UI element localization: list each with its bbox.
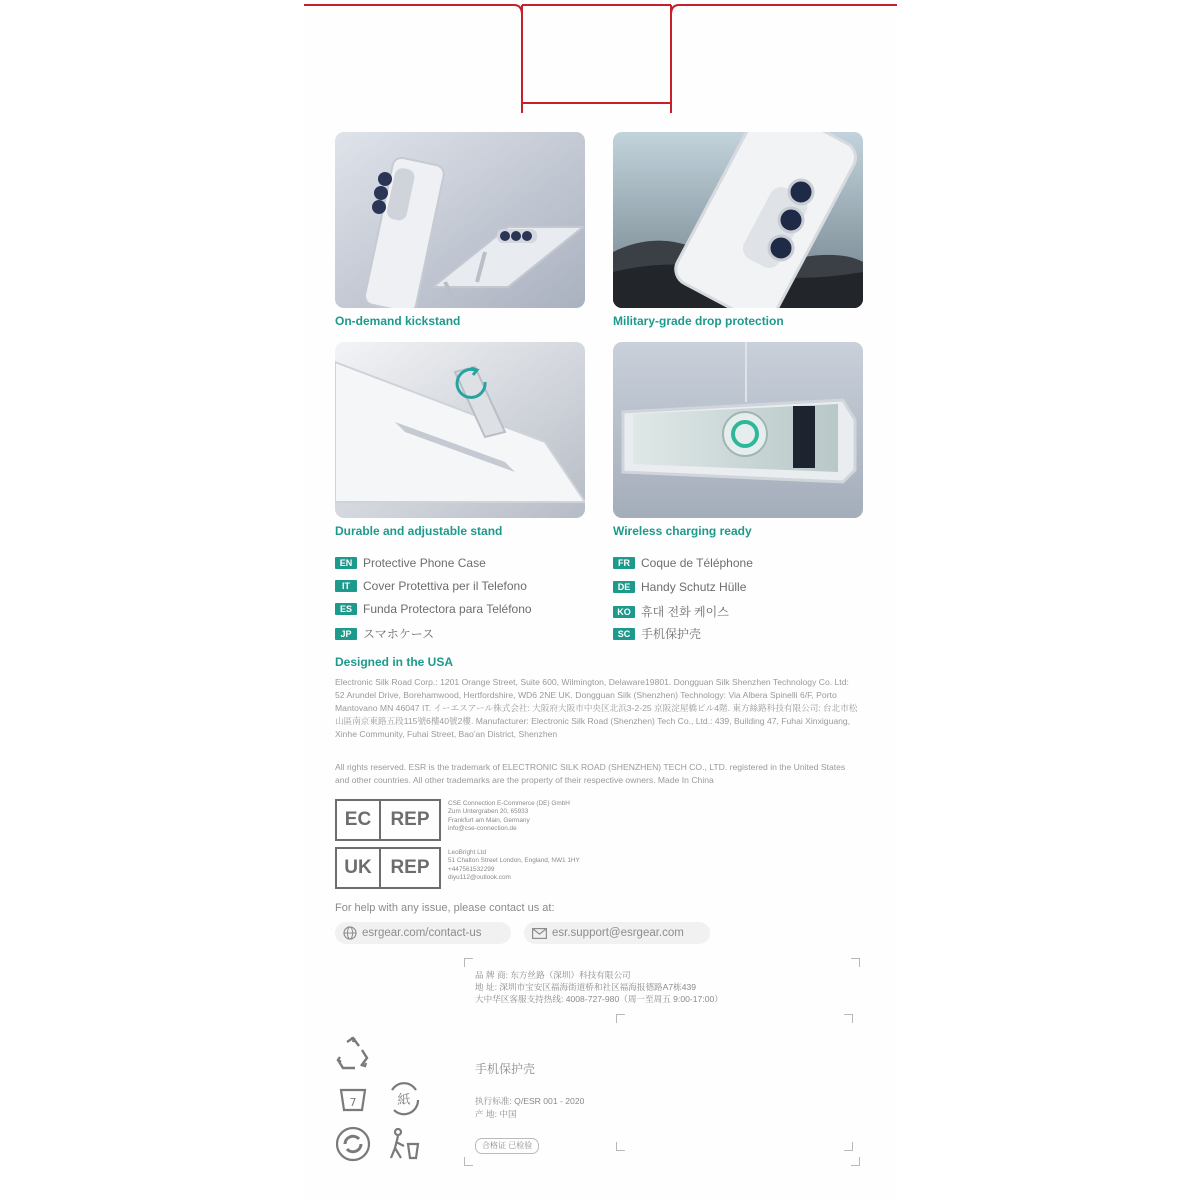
language-text: Handy Schutz Hülle <box>641 580 747 594</box>
language-text: 휴대 전화 케이스 <box>641 605 729 619</box>
crop-mark <box>851 958 860 967</box>
globe-icon <box>343 926 357 940</box>
language-code-badge: JP <box>335 628 357 640</box>
packaging-back-panel <box>304 0 897 1200</box>
crop-mark <box>851 1157 860 1166</box>
uk-rep-address: LeoBright Ltd 51 Chalton Street London, England, NW1 1HY +447561532299 diyu112@outlook.com <box>448 849 580 882</box>
feature-caption: On-demand kickstand <box>335 314 461 328</box>
language-code-badge: DE <box>613 581 635 593</box>
feature-image-drop-protection <box>613 132 863 308</box>
language-item <box>613 625 701 642</box>
language-text: Cover Protettiva per il Telefono <box>363 579 527 593</box>
language-text: スマホケース <box>363 627 435 641</box>
feature-caption: Military-grade drop protection <box>613 314 784 328</box>
green-dot-icon <box>335 1126 371 1167</box>
language-item <box>335 625 434 642</box>
website-link[interactable]: esrgear.com/contact-us <box>362 927 482 939</box>
cn-product-name: 手机保护壳 <box>475 1062 536 1076</box>
language-item <box>613 603 729 620</box>
language-text: Protective Phone Case <box>363 556 486 570</box>
language-code-badge: FR <box>613 557 635 569</box>
language-text: 手机保护壳 <box>641 627 702 641</box>
recycle-icon <box>335 1036 371 1075</box>
email-link[interactable]: esr.support@esrgear.com <box>552 927 684 939</box>
language-code-badge: SC <box>613 628 635 640</box>
mail-icon <box>532 928 547 939</box>
cn-hotline-line: 大中华区客服支持热线: 4008-727-980（周一至周五 9:00-17:00） <box>475 994 723 1004</box>
dieline-graphic <box>304 0 897 115</box>
address-text: Electronic Silk Road Corp.: 1201 Orange Street, Suite 600, Wilmington, Delaware19801. Dongguan Silk Shenzhen Technology Co. Ltd: 52 Arundel Drive, Borehamwood, Hertfordshire, WD6 2NE UK. Dongguan Silk (Shenzhen) Technology: Via Albera Spinelli 6/F, Porto Mantovano MN 46047 IT. イーエスアール株式会社: 大阪府大阪市中央区北浜3-2-25 京阪淀屋橋ビル4階. 東方絲路科技有限公司: 台北市松山區南京東路五段115號6樓40號2樓. Manufacturer: Electronic Silk Road (Shenzhen) Tech Co., Ltd.: 439, Building 47, Fuhai Xinxiguang, Xinhe Community, Fuhai Street, Bao'an District, Shenzhen <box>335 677 858 739</box>
svg-text:7: 7 <box>349 1096 357 1109</box>
cn-brand-line: 品 牌 商: 东方丝路（深圳）科技有限公司 <box>475 970 631 980</box>
cn-origin: 产 地: 中国 <box>475 1109 517 1119</box>
tidyman-icon <box>384 1126 424 1167</box>
crop-mark <box>464 958 473 967</box>
feature-image-kickstand <box>335 132 585 308</box>
qualified-tag: 合格证 已检验 <box>475 1138 539 1154</box>
crop-mark <box>464 1157 473 1166</box>
language-item <box>613 580 746 594</box>
language-code-badge: IT <box>335 580 357 592</box>
uk-rep-box <box>335 847 441 889</box>
language-item <box>335 602 532 616</box>
language-text: Funda Protectora para Teléfono <box>363 602 532 616</box>
cn-address-line: 地 址: 深圳市宝安区福海街道桥和社区福海报德路A7栋439 <box>475 982 697 992</box>
feature-image-wireless-charging <box>613 342 863 518</box>
language-item <box>335 579 527 593</box>
crop-mark <box>616 1142 625 1151</box>
rights-text: All rights reserved. ESR is the trademark of ELECTRONIC SILK ROAD (SHENZHEN) TECH CO., LTD. registered in the United States and other countries. All other trademarks are the property of their respective owners. Made In China <box>335 762 846 785</box>
ec-rep-left: EC <box>344 809 372 830</box>
cn-standard: 执行标准: Q/ESR 001 - 2020 <box>475 1096 585 1106</box>
contact-prompt: For help with any issue, please contact us at: <box>335 902 555 914</box>
uk-rep-left: UK <box>344 857 372 878</box>
feature-image-adjustable-stand <box>335 342 585 518</box>
svg-text:紙: 紙 <box>397 1093 411 1108</box>
feature-caption: Wireless charging ready <box>613 524 752 538</box>
crop-mark <box>616 1014 625 1023</box>
designed-heading: Designed in the USA <box>335 655 454 669</box>
email-pill[interactable] <box>524 922 710 944</box>
uk-rep-right: REP <box>379 849 439 887</box>
feature-caption: Durable and adjustable stand <box>335 524 503 538</box>
crop-mark <box>844 1014 853 1023</box>
website-pill[interactable] <box>335 922 511 944</box>
ec-rep-address: CSE Connection E-Commerce (DE) GmbH Zum Untergraben 20, 65933 Frankfurt am Main, Germany info@cse-connection.de <box>448 800 570 833</box>
material-code-icon <box>335 1084 371 1121</box>
language-item <box>613 556 753 570</box>
crop-mark <box>844 1142 853 1151</box>
language-item <box>335 556 486 570</box>
language-code-badge: KO <box>613 606 635 618</box>
language-code-badge: EN <box>335 557 357 569</box>
language-code-badge: ES <box>335 603 357 615</box>
ec-rep-right: REP <box>379 801 439 839</box>
paper-recycle-icon <box>384 1080 424 1121</box>
language-text: Coque de Téléphone <box>641 556 753 570</box>
ec-rep-box <box>335 799 441 841</box>
